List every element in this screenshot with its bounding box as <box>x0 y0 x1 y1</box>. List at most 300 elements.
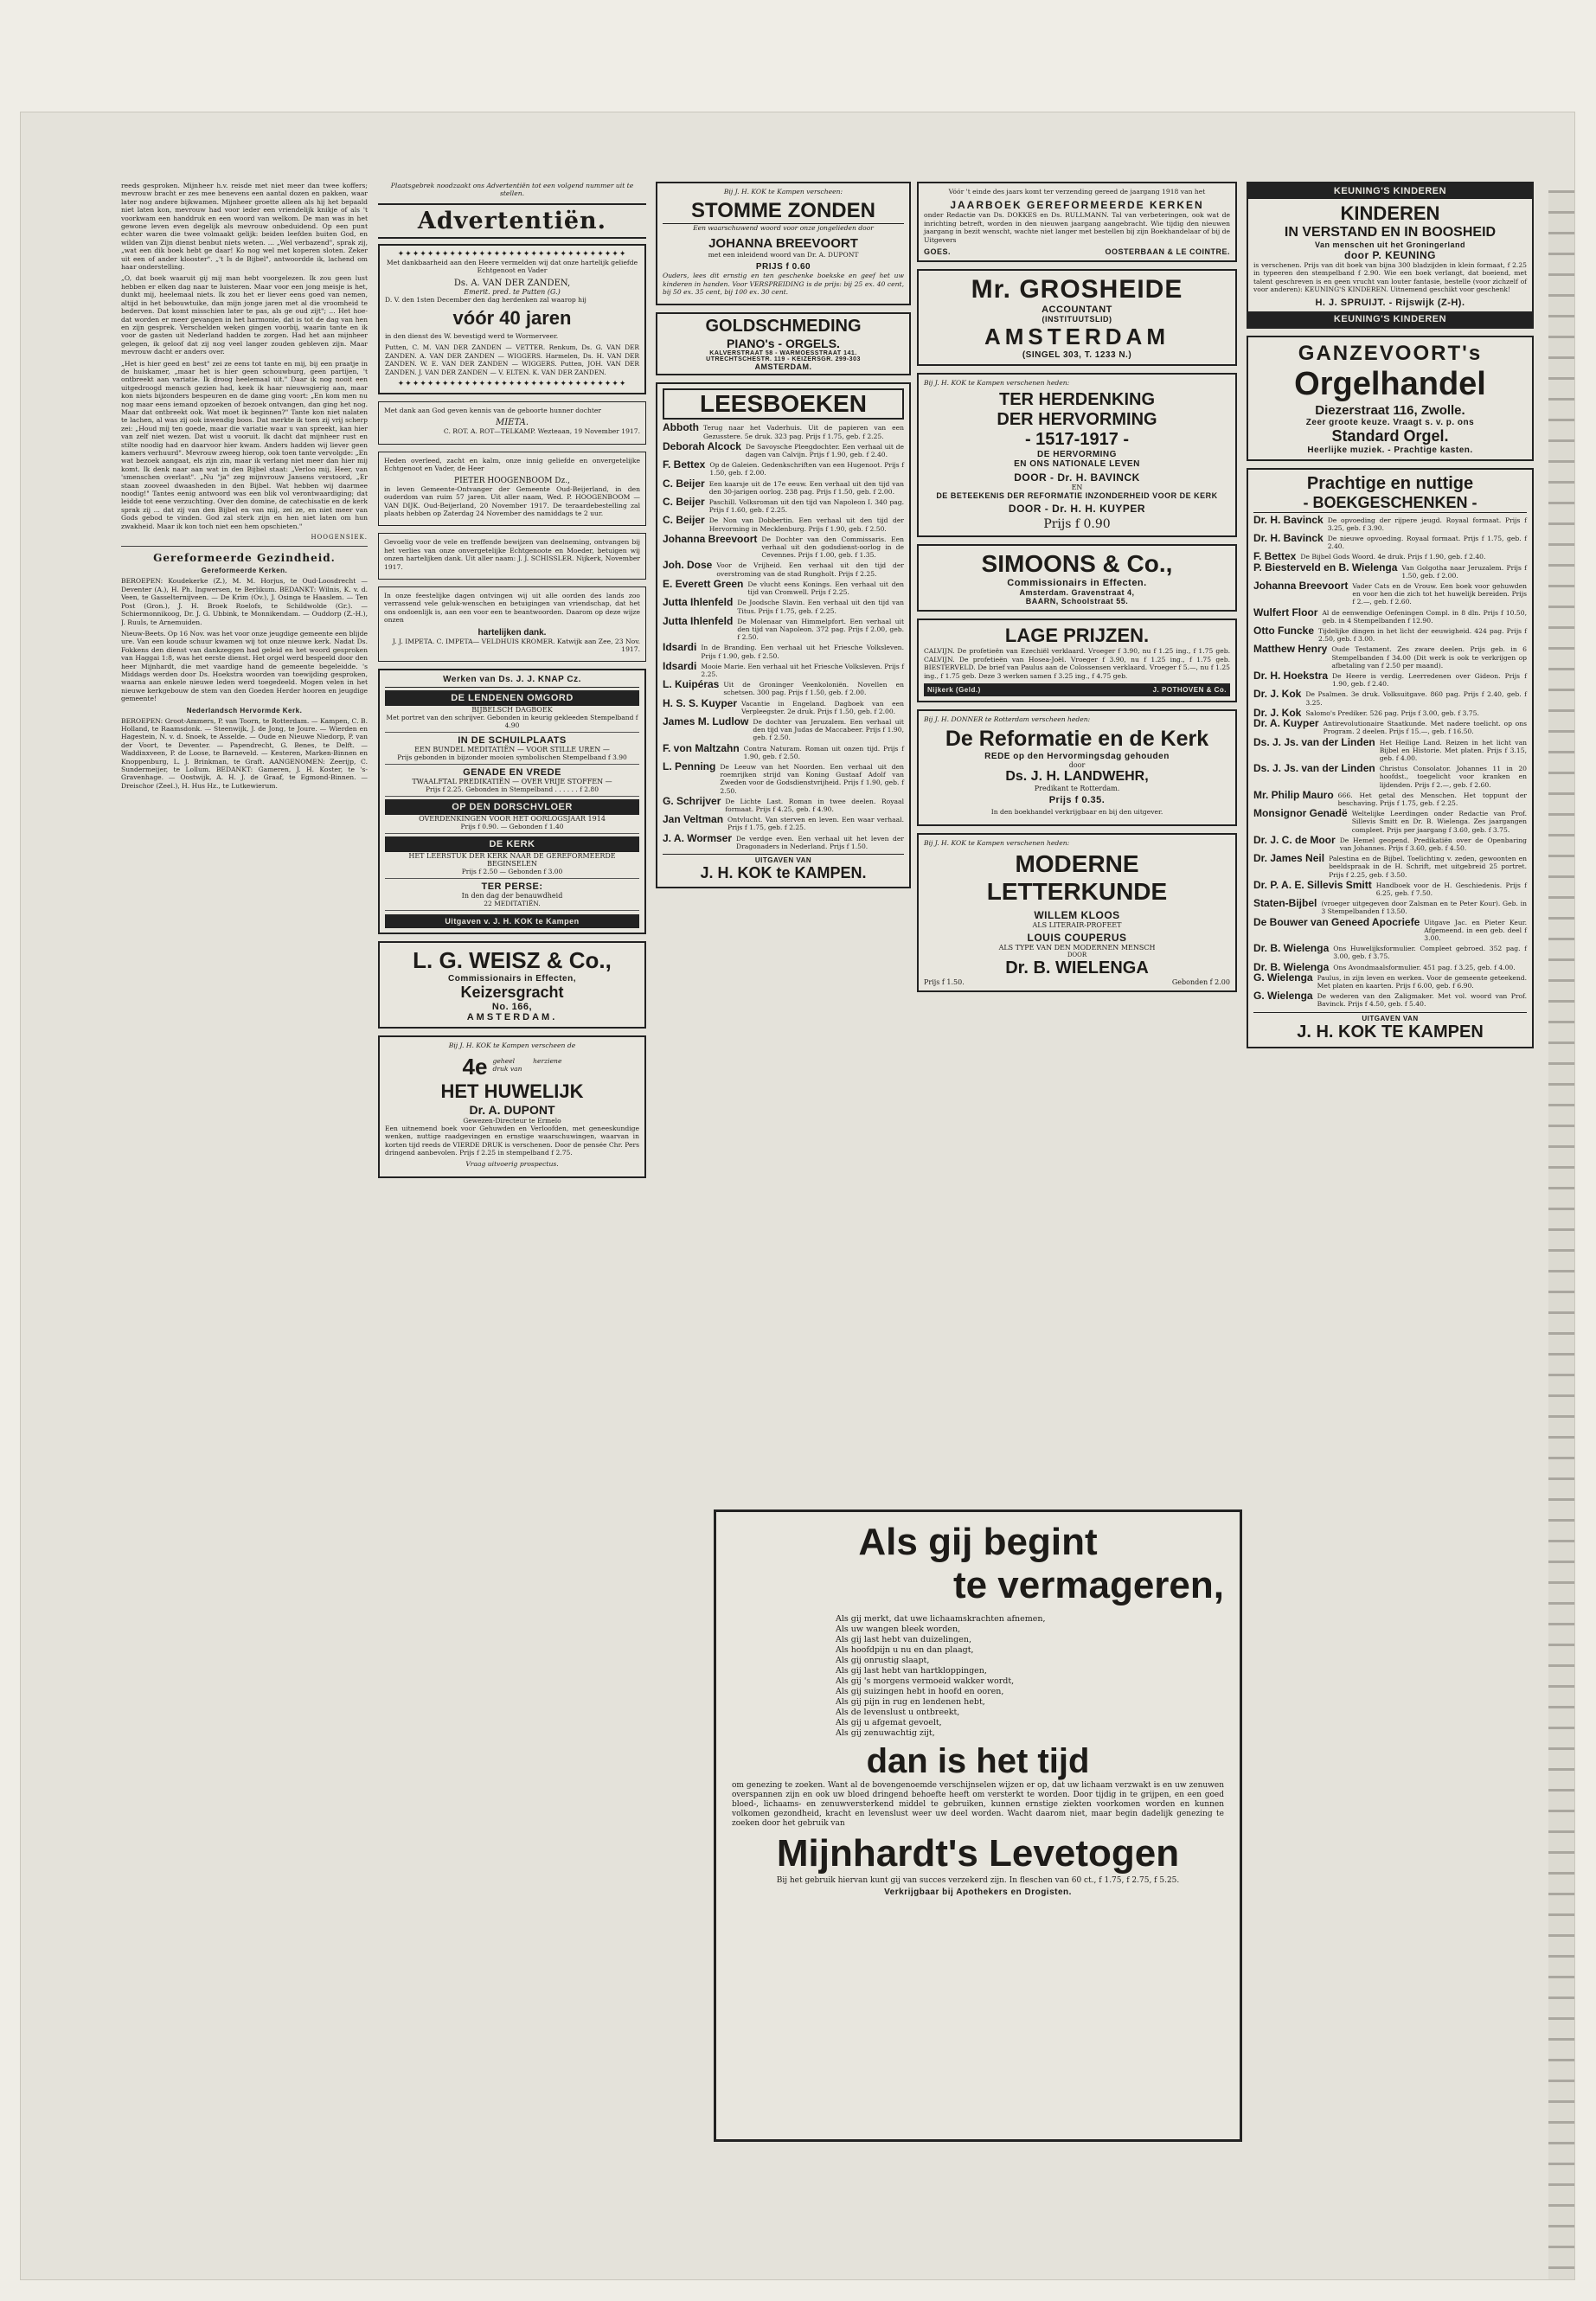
ad-text: met een inleidend woord van Dr. A. DUPONT <box>708 250 859 259</box>
book-list-item <box>663 641 904 660</box>
ad-years: vóór 40 jaren <box>452 307 572 330</box>
symptom-line: Als gij pijn in rug en lendenen hebt, <box>836 1697 985 1707</box>
book-author: Dr. B. Wielenga <box>1253 960 1330 973</box>
book-list-item <box>1253 717 1527 736</box>
book-author: Idsardi <box>663 659 697 672</box>
book-list-item <box>663 439 904 459</box>
book-description: De Dochter van den Commissaris. Een verhaal uit den godsdienst-oorlog in de Cevennes. Prijs f 1.00, geb. f 1.35. <box>761 535 904 560</box>
ganzevoort-ad <box>1247 336 1534 461</box>
book-author: James M. Ludlow <box>663 715 749 727</box>
book-description: Mooie Marie. Een verhaal uit het Friesche Volksleven. Prijs f 2.25. <box>701 662 904 678</box>
book-author: Ds. J. Js. van der Linden <box>1253 762 1375 775</box>
column-4 <box>917 182 1237 1497</box>
ad-role: Gewezen-Directeur te Ermelo <box>463 1116 561 1125</box>
book-list-item <box>1253 561 1527 580</box>
book-author: Dr. B. Wielenga <box>1253 942 1330 955</box>
ad-edition-note: geheel herziene druk van <box>492 1056 562 1074</box>
ad-footer: Bij het gebruik hiervan kunt gij van succes verzekerd zijn. In fleschen van 60 ct., f 1.75, f 2.75, f 5.25. <box>776 1876 1180 1885</box>
book-author: Johanna Breevoort <box>663 532 758 545</box>
column-5 <box>1247 182 1534 2163</box>
book-list-item <box>1253 582 1527 606</box>
boekgeschenken-ad <box>1247 468 1534 1048</box>
book-author: F. Bettex <box>663 458 706 471</box>
book-list-item <box>1253 942 1527 961</box>
story-text: „Het is hier geed en best" zei ze eens tot tante en mij, bij een praatje in de huiskamer, „maar het is hier geen schouwburg, geen partijen, 't ontbreekt aan variatie. Ik droog heelemaal uit." Daar ik nog nooit een uitgedroogd mensch gezien had, keek ik haar nieuwsgierig aan, maar kon niets bijzonders bespeuren en de dame ging voort: „En kom men nu nog maar eens iemand opzoeken of bezoek ontvangen, dan ging het nog. Maar dat ontbreekt ook. Wat moet ik beginnen?" Tante kon niet nalaten te lachen, al was zij ook inwendig boos. Dat merkte ik toen zij vrij scherp zei: „Houd mij ten goede, maar die variatie waar u van spreekt, kan hier van zelf niet wezen. Dat wist u vooruit. Ik dacht dat mijnheer rust en stilte noodig had en daarvoor hier kwam. Anders hadden wij liever geen kamers verhuurd". Mevrouw zweeg hierop, ook toen tante vervolgde: „En wat bezoek aangaat, els zijn zin, maar ik verlang niet meer dan hier mij komt. Ik denk naar aan wat in den Bijbel staat: „Verloo mij, Heer, van 'smenschen overlast". „Nu "ja" zeg mijnvrouw Jansens verstoord, „Er staan zooveel dwaasheden in den Bijbel. Wat hebben wij daarmee noodig!" Tantes eenig antwoord was een blik vol verontwaardiging; dat leidde tot eene verzuchting. Over den domine, de catechisatie en de kerk sprak zij ... dat zij van den Bijbel en van mij, zei ze, en niet meer van Gods gebod te vinden. God zal sterk zijn en hen niet laten om hun zwakheid. Maar ik kon toch niet een hem opschieten." <box>121 359 368 530</box>
death-ad <box>378 452 646 526</box>
book-author: Wulfert Floor <box>1253 606 1318 619</box>
book-description: De Savoysche Pleegdochter. Een verhaal uit de dagen van Calvijn. Prijs f 1.90, geb. f 2.40. <box>745 442 904 459</box>
book-author: Jutta Ihlenfeld <box>663 614 734 627</box>
book-author: E. Everett Green <box>663 577 744 590</box>
knap-items <box>385 688 639 911</box>
book-author: Johanna Breevoort <box>1253 580 1349 593</box>
book-description: Handboek voor de H. Geschiedenis. Prijs f 6.25, geb. f 7.50. <box>1375 881 1527 897</box>
ad-title: De Reformatie en de Kerk <box>945 727 1209 752</box>
ad-text: Met dankbaarheid aan den Heere vermelden wij dat onze hartelijk geliefde Echtgenoot en Vader <box>386 258 638 275</box>
ad-text: om genezing te zoeken. Want al de bovengenoemde verschijnselen wijzen er op, dat uw lichaam verzwakt is en uw zenuwen overspannen zijn en ook uw bloed dringend behoefte heeft om versterkt te worden. Door tijdig in te grijpen, en een goed bloed-, lichaams- en zenuwversterkend middel te gebruiken, kunnen ernstige ziekten voorkomen worden en kunnen volkomen gezondheid, kracht en levenslust weer uw deel worden. Wacht daarom niet, maar begin dadelijk genezing te zoeken door het gebruik van <box>732 1781 1224 1828</box>
book-list-item <box>663 831 904 850</box>
ad-text: Zeer groote keuze. Vraagt s. v. p. ons <box>1305 417 1475 427</box>
book-author: F. Bettex <box>1253 550 1297 563</box>
book-list-item <box>663 813 904 832</box>
symptom-line: Als hoofdpijn u nu en dan plaagt, <box>836 1645 974 1655</box>
ad-family: Putten, C. M. VAN DER ZANDEN — VETTER. Renkum, Ds. G. VAN DER ZANDEN. A. VAN DER ZANDEN — WIGGERS. Harmelen, Ds. H. VAN DER ZANDEN. W. E. VAN DER ZANDEN — WIGGERS. Putten, JOH. VAN DER ZANDEN. J. VAN DER ZANDEN — V. ELTEN. K. VAN DER ZANDEN. <box>385 343 639 376</box>
book-author: Deborah Alcock <box>663 439 741 452</box>
book-list-item <box>663 577 904 597</box>
book-description: Paulus, in zijn leven en werken. Voor de gemeente geteekend. Met platen en kaarten. Prijs f 6.00, geb. f 6.90. <box>1317 973 1527 990</box>
book-list-item <box>1253 706 1527 719</box>
ad-author: Dr. B. WIELENGA <box>1005 958 1149 978</box>
book-list <box>1253 513 1527 1009</box>
ad-price: Gebonden f 2.00 <box>1171 978 1230 987</box>
grosheide-ad <box>917 269 1237 366</box>
book-description: De vlucht eens Konings. Een verhaal uit den tijd van Cromwell. Prijs f 2.25. <box>747 580 904 597</box>
ad-text: Ouders, lees dit ernstig en ten geschenke boekske en geef het uw kinderen in handen. Voor VERSPREIDING is de prijs: bij 25 ex. 40 cent, bij 50 ex. 35 cent, bij 100 ex. 30 cent. <box>663 272 904 297</box>
symptom-line: Als gij 's morgens vermoeid wakker wordt, <box>836 1676 1015 1686</box>
weisz-ad <box>378 941 646 1029</box>
ad-title: Prachtige en nuttige <box>1306 473 1474 493</box>
ad-title: Werken van Ds. J. J. KNAP Cz. <box>385 675 639 688</box>
ad-address: Amsterdam. Gravenstraat 4, <box>1019 588 1135 598</box>
symptom-line: Als gij zenuwachtig zijt, <box>836 1728 935 1738</box>
ad-head: Bij J. H. KOK te Kampen verschenen heden: <box>924 838 1070 847</box>
section-text: BEROEPEN: Koudekerke (Z.), M. M. Horjus, te Oud-Loosdrecht — Deventer (A.), H. Ph. Ingwersen, te Berlikum. BEDANKT: Wilnis, K. v. d. Veen, te Gasselternijveen. — De Krim (Ov.), J. Osinga te Haaslem. — Ten Post (Gron.), J. H. Broek Roelofs, te Schildwolde (Gr.). — Schiermonnikoog, Dr. J. G. Ubbink, te Monnikendam. — Ouddorp (Z.-H.), J. Ruuls, te Arnemuiden. <box>121 577 368 626</box>
book-list-item <box>663 741 904 760</box>
book-list-item <box>1253 971 1527 990</box>
ad-text: Gevoelig voor de vele en treffende bewijzen van deelneming, ontvangen bij het verlies van onze onvergetelijke Echtgenoote en Moeder, betuigen wij onzen hartelijken dank. Uit aller naam: J. J. SCHISSLER. Nijkerk, November 1917. <box>384 538 640 571</box>
book-description: Uitgave Jac. en Pieter Keur. Afgemeend. in een geb. deel f 3.00. <box>1424 918 1527 942</box>
book-description: Ons Avondmaalsformulier. 451 pag. f 3.25, geb. f 4.00. <box>1333 963 1516 971</box>
ad-title: IN VERSTAND EN IN BOOSHEID <box>1284 225 1497 240</box>
book-description: De wederen van den Zaligmaker. Met vol. woord van Prof. Bavinck. Prijs f 4.50, geb. f 5.40. <box>1317 992 1527 1009</box>
book-list-item <box>1253 833 1527 852</box>
ad-title: GOLDSCHMEDING <box>705 317 862 336</box>
star-border-icon: ✦✦✦✦✦✦✦✦✦✦✦✦✦✦✦✦✦✦✦✦✦✦✦✦✦✦✦✦✦✦✦ <box>397 249 627 259</box>
book-list-item <box>663 477 904 496</box>
ad-title: te vermageren, <box>952 1564 1224 1606</box>
knap-item <box>385 834 639 879</box>
ad-text: in leven Gemeente-Ontvanger der Gemeente Oud-Beijerland, in den ouderdom van ruim 57 jaren. Uit aller naam, Wed. P. HOOGENBOOM — VAN DIJK. Oud-Beijerland, 20 November 1917. De teraardebestelling zal plaats hebben op Zaterdag 24 November des namiddags te 2 uur. <box>384 484 640 517</box>
book-description: Oude Testament. Zes zware deelen. Prijs geb. in 6 Stempelbanden f 34.00 (Dit werk is ook te verkrijgen op afbetaling van f 2.50 per maand). <box>1331 645 1527 670</box>
book-description: De Joodsche Slavin. Een verhaal uit den tijd van Titus. Prijs f 1.75, geb. f 2.25. <box>737 599 904 615</box>
book-description: (vroeger uitgegeven door Zalsman en te Peter Kour). Geb. in 3 Stempelbanden f 13.50. <box>1321 900 1527 916</box>
book-author: Dr. H. Hoekstra <box>1253 670 1329 683</box>
book-description: Voor de Vrijheid. Een verhaal uit den tijd der overstroming van de stad Rungholt. Prijs f 2.25. <box>716 561 904 578</box>
ad-city: AMSTERDAM <box>984 324 1170 350</box>
ad-slogan: dan is het tijd <box>866 1742 1090 1780</box>
book-list-item <box>663 659 904 678</box>
section-heading: Gereformeerde Gezindheid. <box>153 552 336 565</box>
book-list-item <box>1253 550 1527 563</box>
book-author: J. A. Wormser <box>663 831 733 844</box>
ad-sub: Van menschen uit het Groningerland <box>1314 240 1466 249</box>
ad-sub: LOUIS COUPERUS <box>1027 932 1127 945</box>
moderne-letterkunde-ad <box>917 833 1237 992</box>
ad-name: SIMOONS & Co., <box>981 550 1173 578</box>
symptom-line: Als gij u afgemat gevoelt, <box>836 1718 942 1727</box>
ad-publisher-city: GOES. <box>924 247 952 257</box>
book-list-item <box>1253 915 1527 943</box>
section-subheading: Nederlandsch Hervormde Kerk. <box>186 706 303 715</box>
book-author: Staten-Bijbel <box>1253 897 1317 910</box>
ad-footer: J. H. KOK TE KAMPEN <box>1297 1022 1484 1042</box>
ad-title: DER HERVORMING <box>997 410 1157 430</box>
book-list-item <box>663 614 904 642</box>
ad-footer: Vraag uitvoerig prospectus. <box>465 1160 559 1169</box>
book-author: Dr. James Neil <box>1253 852 1325 865</box>
book-description: De Non van Dobbertin. Een verhaal uit den tijd der Hervorming in Mecklenburg. Prijs f 1.90, geb. f 2.50. <box>708 516 904 533</box>
book-description: Op de Galeien. Gedenkschriften van een Hugenoot. Prijs f 1.50, geb. f 2.00. <box>709 461 904 478</box>
star-border-icon: ✦✦✦✦✦✦✦✦✦✦✦✦✦✦✦✦✦✦✦✦✦✦✦✦✦✦✦✦✦✦✦ <box>397 380 627 389</box>
symptom-line: Als gij last hebt van hartkloppingen, <box>836 1666 987 1676</box>
leesboeken-ad <box>656 382 911 888</box>
book-author: C. Beijer <box>663 477 705 490</box>
symptom-line: Als gij last hebt van duizelingen, <box>836 1635 972 1644</box>
knap-item-sub: In den dag der benauwdheid <box>461 892 563 901</box>
book-description: Salomo's Prediker. 526 pag. Prijs f 3.00, geb. f 3.75. <box>1305 708 1479 717</box>
ad-head: Bij J. H. KOK te Kampen verscheen de <box>448 1042 576 1050</box>
book-description: In de Branding. Een verhaal uit het Friesche Volksleven. Prijs f 1.90, geb. f 2.50. <box>701 644 904 660</box>
knap-item-title: GENADE EN VREDE <box>463 767 561 779</box>
book-list-item <box>1253 960 1527 973</box>
ad-inst: (INSTITUUTSLID) <box>1042 315 1112 324</box>
ad-sub: WILLEM KLOOS <box>1034 909 1120 922</box>
book-list-item <box>1253 762 1527 789</box>
ad-sub: DE HERVORMING <box>1037 450 1117 460</box>
ad-sub: Commissionairs in Effecten. <box>1007 578 1147 589</box>
ad-role: Predikant te Rotterdam. <box>1034 785 1120 793</box>
knap-item-title: DE LENDENEN OMGORD <box>385 690 639 706</box>
ad-text: is verschenen. Prijs van dit boek van bijna 300 bladzijden in klein formaat, f 2.25 in typeeren den stempelband f 2.90. Wie een boek verlangt, dat boeiend, met talent geschreven is en geen vrucht van louter fantasie, bestelle (voor zichzelf of voor anderen): KEUNING'S KINDEREN. Uitnemend geschikt voor geschenk! <box>1253 261 1527 294</box>
ad-footer: UITGAVEN VAN <box>1253 1012 1527 1022</box>
knap-item-detail: Met portret van den schrijver. Gebonden in keurig gekleeden Stempelband f 4.90 <box>386 714 638 730</box>
ad-publisher-city: Nijkerk (Geld.) <box>927 686 981 695</box>
knap-item-sub: OVERDENKINGEN VOOR HET OORLOGSJAAR 1914 <box>419 815 606 824</box>
ad-text: Vóór 't einde des jaars komt ter verzending gereed de jaargang 1918 van het <box>948 188 1206 195</box>
ad-name: MIETA. <box>495 418 529 428</box>
book-list-item <box>1253 897 1527 916</box>
ad-thanks: hartelijken dank. <box>478 627 547 638</box>
book-description: Paschill. Volksroman uit den tijd van Napoleon I. 340 pag. Prijs f 1.60, geb. f 2.25. <box>708 498 904 515</box>
book-description: De Heere is verdig. Leerredenen over Gideon. Prijs f 1.90, geb. f 2.40. <box>1332 672 1527 689</box>
book-description: De Hemel geopend. Predikatiën over de Openbaring van Johannes. Prijs f 3.60, geb. f 4.50. <box>1339 836 1527 852</box>
ad-text: C. ROT. A. ROT—TELKAMP. Wezteaan, 19 November 1917. <box>443 427 640 436</box>
knap-item-title: OP DEN DORSCHVLOER <box>385 799 639 815</box>
ad-sub: Commissionairs in Effecten, <box>448 974 576 984</box>
ad-price: Prijs f 0.35. <box>1048 795 1106 806</box>
knap-item-title: TER PERSE: <box>481 881 543 893</box>
thanks-ad <box>378 533 646 580</box>
knap-item-sub: BIJBELSCH DAGBOEK <box>471 706 553 715</box>
adjacent-page-edge <box>1548 190 1574 2279</box>
book-description: De Molenaar van Himmelpfort. Een verhaal uit den tijd van Napoleon. 372 pag. Prijs f 2.00, geb. f 2.50. <box>737 617 904 642</box>
book-description: Tijdelijke dingen in het licht der eeuwigheid. 424 pag. Prijs f 2.50, geb. f 3.00. <box>1318 627 1527 644</box>
book-author: Dr. P. A. E. Sillevis Smitt <box>1253 878 1372 891</box>
book-list-item <box>1253 606 1527 625</box>
book-list-item <box>1253 672 1527 688</box>
book-list-item <box>1253 627 1527 643</box>
book-list-item <box>663 458 904 478</box>
section-text: Nieuw-Beets. Op 16 Nov. was het voor onze jeugdige gemeente een blijde ure. Van een koude schuur kwamen wij tot onze nieuwe kerk. Nadat Ds. Fokkens den dienst van dankzeggen had geleid en het woord gesproken van Haggai 1:8, was het eerste dienst. Het orgel werd bespeeld door den heer Mijnhardt, die met vaardige hand de gemeente begeleidde. 's Middags werden door Ds. Hoekstra woorden van toewijding gesproken, waarna aan enkele nieuwe leden werd toegedeeld. Mogen velen in het nieuwe kerkgebouw de stem van den Goeden Herder hooren en jeugdige gemeente! <box>121 629 368 703</box>
book-list-item <box>1253 992 1527 1008</box>
ad-by: DOOR <box>1067 952 1087 959</box>
story-signature: HOOGENSIEK. <box>311 534 368 542</box>
book-list-item <box>1253 690 1527 706</box>
ad-footer: UITGAVEN VAN <box>663 854 904 864</box>
book-description: Uit de Groninger Veenkoloniën. Novellen en schetsen. 300 pag. Prijs f 1.50, geb. f 2.00. <box>723 681 904 697</box>
book-list-item <box>1253 878 1527 897</box>
ad-years: - 1517-1917 - <box>1024 430 1130 450</box>
book-author: Jutta Ihlenfeld <box>663 596 734 609</box>
ad-sub: ALS TYPE VAN DEN MODERNEN MENSCH <box>998 944 1156 952</box>
book-list-item <box>663 498 904 514</box>
book-description: Vader Cats en de Vrouw. Een boek voor gehuwden en voor hen die zich tot het huwelijk bereiden. Prijs f 2.—, geb. f 2.60. <box>1352 582 1527 606</box>
book-author: Joh. Dose <box>663 559 713 572</box>
knap-item <box>385 797 639 834</box>
book-author: Dr. J. C. de Moor <box>1253 833 1336 846</box>
ad-publisher: OOSTERBAAN & LE COINTRE. <box>1105 247 1230 257</box>
ad-title: Orgelhandel <box>1294 365 1486 402</box>
knap-item <box>385 688 639 733</box>
symptom-line: Als gij suizingen hebt in hoofd en ooren, <box>836 1687 1004 1696</box>
ad-address: UTRECHTSCHESTR. 119 - KEIZERSGR. 299-303 <box>706 356 861 363</box>
symptom-line: Als uw wangen bleek worden, <box>836 1625 961 1634</box>
ad-head: Bij J. H. KOK te Kampen verschenen heden: <box>924 379 1070 388</box>
jubilee-ad <box>378 244 646 394</box>
ad-head: KEUNING'S KINDEREN <box>1248 183 1532 199</box>
book-author: H. S. S. Kuyper <box>663 696 738 709</box>
ad-head: Bij J. H. DONNER te Rotterdam verscheen heden: <box>924 715 1091 724</box>
ad-name: PIETER HOOGENBOOM Dz., <box>454 476 570 485</box>
book-list-item <box>1253 788 1527 807</box>
book-description: Palestina en de Bijbel. Toelichting v. zeden, gewoonten en beeldspraak in de H. Schrift, met uitgebreid 25 portret. Prijs f 2.25, geb. f 3.50. <box>1329 855 1527 879</box>
ad-text: CALVIJN. De profetieën van Ezechiël verklaard. Vroeger f 3.90, nu f 1.25 ing., f 1.75 geb. CALVIJN. De profetieën van Hosea-Joël. Vroeger f 3.90, nu f 1.25 ing., f 1.75 geb. BIESTERVELD. De brief van Paulus aan de Colossensen verklaard. Vroeger f 5.—, nu f 1.25 ing., f 1.75 geb. Deze 3 werken samen f 3.25 ing., f 4.75 geb. <box>924 647 1230 680</box>
knap-item-title: IN DE SCHUILPLAATS <box>458 735 567 747</box>
story-text: reeds gesproken. Mijnheer h.v. reisde met niet meer dan twee koffers; mevrouw bracht er zes mee benevens een aantal dozen en pakken, waar later nog andere bijkwamen. Mijnheer groette alleen als hij het bepaald niet laten kon, mevrouw had voor ieder een vriendelijk knikje of als 't voorkwam een handdruk en een woord van welkom. De man was in het gewone leven even degelijk als mevrouw onbeduidend. Op een punt echter waren die twee volmaakt gelijk: beiden leefden buiten God, en wilden van Zijn dienst benbut niets weten. ... „Wel verbazend", sprak zij, „wat een dik boek hebt ge daar! Ko nog wel met koperen sloten. Zeker uit een of ander klooster". „'t Is de Bijbel", antwoordde ik, lachend om haar onderstelling. <box>121 182 368 272</box>
book-author: Idsardi <box>663 641 697 654</box>
section-text: BEROEPEN: Groot-Ammers, P. van Toorn, te Rotterdam. — Kampen, C. B. Holland, te Raamsdonk. — Steenwijk, J. de Jong, te Joure. — Wierden en Hagestein, N. v. d. Snoek, te Asselde. — Oude en Nieuwe Niedorp, P. van der Voort, te Deventer. — Papendrecht, G. Benes, te Delft. — Waddinxveen, P. de Loose, te Barneveld. — Kesteren, Marken-Binnen en Knoppenburg, L. J. Brinkman, te Graft. AANGENOMEN: Zeerijp, C. Sundermeijer, te Lollum. BEDANKT: Gameren, J. H. Koster, te 's-Gravenhage. — Oostwijk, A. H. J. de Graaf, te Egmond-Binnen. — Dreischor (Zeel.), H. Hus Hz., te Lutkewierum. <box>121 716 368 790</box>
symptom-line: Als gij onrustig slaapt, <box>836 1656 930 1665</box>
header-note: Plaatsgebrek noodzaakt ons Advertentiën tot een volgend nummer uit te stellen. <box>390 182 634 198</box>
book-author: L. Penning <box>663 760 716 772</box>
ad-text: Heerlijke muziek. - Prachtige kasten. <box>1307 445 1473 455</box>
book-list-item <box>1253 735 1527 763</box>
ad-product: Mijnhardt's Levetogen <box>776 1832 1180 1875</box>
book-description: De Bijbel Gods Woord. 4e druk. Prijs f 1.90, geb. f 2.40. <box>1300 553 1486 561</box>
book-list-item <box>663 596 904 615</box>
book-list-item <box>663 532 904 560</box>
book-description: 666. Het getal des Menschen. Het toppunt der beschaving. Prijs f 1.75, geb. f 2.25. <box>1337 791 1527 807</box>
book-author: C. Beijer <box>663 496 705 509</box>
keuning-ad <box>1247 182 1534 329</box>
ad-title: HET HUWELIJK <box>440 1080 584 1102</box>
book-author: P. Biesterveld en B. Wielenga <box>1253 561 1398 574</box>
book-description: De Psalmen. 3e druk. Volksuitgave. 860 pag. Prijs f 2.40, geb. f 3.25. <box>1305 690 1527 707</box>
book-description: De opvoeding der rijpere jeugd. Royaal formaat. Prijs f 3.25, geb. f 3.90. <box>1327 516 1527 532</box>
column-1 <box>121 182 368 2163</box>
ad-title: TER HERDENKING <box>998 390 1155 410</box>
ad-title: LETTERKUNDE <box>986 878 1168 906</box>
ad-sub: EN ONS NATIONALE LEVEN <box>1014 459 1140 470</box>
ad-author: DOOR - Dr. H. H. KUYPER <box>1008 503 1146 516</box>
ad-conjunction: EN <box>1071 484 1083 492</box>
book-author: Dr. J. Kok <box>1253 706 1302 719</box>
divider <box>121 546 368 547</box>
ad-text: Standard Orgel. <box>1331 426 1449 445</box>
ad-text: in den dienst des W. bevestigd werd te Wormerveer. <box>385 332 559 341</box>
book-list-item <box>1253 532 1527 551</box>
ad-sub: DE BETEEKENIS DER REFORMATIE INZONDERHEID VOOR DE KERK <box>936 491 1218 501</box>
book-author: Dr. J. Kok <box>1253 688 1302 701</box>
book-list-item <box>1253 807 1527 834</box>
symptom-line: Als gij merkt, dat uwe lichaamskrachten afnemen, <box>836 1614 1046 1624</box>
ad-text: Met dank aan God geven kennis van de geboorte hunner dochter <box>384 407 602 415</box>
book-description: Contra Naturam. Roman uit onzen tijd. Prijs f 1.90, geb. f 2.50. <box>743 744 904 760</box>
book-author: Mr. Philip Mauro <box>1253 788 1334 801</box>
knap-item-detail: Prijs gebonden in bijzonder mooien symbolischen Stempelband f 3.90 <box>397 753 627 762</box>
ad-author: Dr. A. DUPONT <box>469 1102 555 1117</box>
knap-item-title: DE KERK <box>385 836 639 852</box>
book-author: L. Kuipéras <box>663 678 720 691</box>
book-description: Terug naar het Vaderhuis. Uit de papieren van een Gezusstere. 5e druk. 323 pag. Prijs f 1.75, geb. f 2.25. <box>702 424 904 440</box>
ad-name: Mr. GROSHEIDE <box>971 275 1183 304</box>
ad-price: Prijs f 0.90 <box>1043 517 1111 532</box>
advertisements-heading: Advertentiën. <box>378 203 646 239</box>
knap-item <box>385 765 639 797</box>
book-description: Antirevolutionaire Staatkunde. Met nadere toelicht. op ons Program. 2 deelen. Prijs f 15.—, geb. f 16.50. <box>1323 720 1527 736</box>
book-description: Het Heilige Land. Reizen in het licht van Bijbel en Historie. Met platen. Prijs f 3.15, geb. f 4.00. <box>1379 738 1527 762</box>
ad-name: L. G. WEISZ & Co., <box>413 947 612 974</box>
book-author: Jan Veltman <box>663 813 724 826</box>
ad-address: Diezerstraat 116, Zwolle. <box>1315 402 1465 418</box>
ad-sub: PIANO's - ORGELS. <box>727 336 840 351</box>
ad-footer: KEUNING'S KINDEREN <box>1248 311 1532 327</box>
book-list-item <box>663 794 904 813</box>
ad-author: DOOR - Dr. H. BAVINCK <box>1014 471 1140 484</box>
book-author: F. von Maltzahn <box>663 741 740 754</box>
book-description: De verdge even. Een verhaal uit het leven der Dragonaders in Nederland. Prijs f 1.50. <box>736 834 904 850</box>
book-description: Vacantie in Engeland. Dagboek van een Verpleegster. 2e druk. Prijs f 1.50, geb. f 2.00. <box>741 699 904 715</box>
ad-publisher: J. POTHOVEN & Co. <box>1152 686 1227 695</box>
ad-title: LAGE PRIJZEN. <box>1004 625 1150 647</box>
book-author: Abboth <box>663 421 699 434</box>
jaarboek-ad <box>917 182 1237 262</box>
herdenking-ad <box>917 373 1237 537</box>
ad-title: MODERNE <box>1015 850 1139 878</box>
ad-sub: Een waarschuwend woord voor onze jongelieden door <box>693 224 874 233</box>
book-description: De nieuwe opvoeding. Royaal formaat. Prijs f 1.75, geb. f 2.40. <box>1327 535 1527 551</box>
knap-item-detail: Prijs f 2.50 — Gebonden f 3.00 <box>461 868 563 876</box>
ad-text: In onze feestelijke dagen ontvingen wij uit alle oorden des lands zoo verrassend vele geluk-wenschen en betuigingen van vriendschap, dat het ons ondoenlijk is, aan een voor een te beantwoorden. Daarom op deze wijze onzen <box>384 591 640 625</box>
ad-text: J. J. IMPETA. C. IMPETA— VELDHUIS KROMER. Katwijk aan Zee, 23 Nov. 1917. <box>392 637 640 653</box>
book-author: Dr. A. Kuyper <box>1253 717 1319 730</box>
book-description: Ons Huwelijksformulier. Compleet gebroed. 352 pag. f 3.00, geb. f 3.75. <box>1333 945 1527 961</box>
book-author: Dr. H. Bavinck <box>1253 513 1324 526</box>
ad-edition: 4e <box>462 1053 488 1080</box>
ad-address: (SINGEL 303, T. 1233 N.) <box>1022 350 1132 361</box>
book-list-item <box>663 696 904 715</box>
book-author: De Bouwer van Geneed Apocriefe <box>1253 915 1420 928</box>
ad-sub: ALS LITERAIR-PROFEET <box>1032 921 1122 930</box>
birth-ad <box>378 401 646 445</box>
book-author: Ds. J. Js. van der Linden <box>1253 735 1375 748</box>
book-list-item <box>663 760 904 795</box>
ad-title: Als gij begint <box>858 1521 1098 1563</box>
book-list-item <box>1253 513 1527 532</box>
reformatie-ad <box>917 709 1237 826</box>
ad-text: Een uitnemend boek voor Gehuwden en Verloofden, met geneeskundige wenken, nuttige raadgevingen en ernstige waarschuwingen, waarvan in korten tijd reeds de VIERDE DRUK is verschenen. Door de pensée Chr. Pers dringend aanbevolen. Prijs f 2.25 in stempelband f 2.75. <box>385 1124 639 1157</box>
book-description: Al de eenwendige Oefeningen Compl. in 8 dln. Prijs f 10.50, geb. in 4 Stempelbanden f 12.90. <box>1322 608 1527 625</box>
ad-address: KALVERSTRAAT 58 - WARMOESSTRAAT 141. <box>709 350 857 357</box>
stomme-zonden-ad <box>656 182 911 305</box>
ad-footer: Verkrijgbaar bij Apothekers en Drogisten. <box>884 1888 1072 1898</box>
huwelijk-ad <box>378 1035 646 1177</box>
book-description: De Leeuw van het Noorden. Een verhaal uit den roemrijken strijd van Koning Gustaaf Adolf van Zweden voor de Godsdienstvrijheid. Prijs f 1.90, geb. f 2.50. <box>720 762 904 795</box>
goldschmeding-ad <box>656 312 911 375</box>
ad-text: Heden overleed, zacht en kalm, onze innig geliefde en onvergetelijke Echtgenoot en Vader, de Heer <box>384 456 640 473</box>
ad-number: No. 166, <box>491 1002 533 1013</box>
ad-author: door P. KEUNING <box>1344 249 1436 261</box>
knap-item-detail: 22 MEDITATIËN. <box>484 900 541 908</box>
ad-city: AMSTERDAM. <box>754 362 812 372</box>
book-description: Ontvlucht. Van sterven en leven. Een waar verhaal. Prijs f 1.75, geb. f 2.25. <box>727 816 904 832</box>
book-list-item <box>663 421 904 440</box>
ad-footer: In den boekhandel verkrijgbaar en bij den uitgever. <box>990 808 1163 817</box>
ad-street: Keizersgracht <box>460 984 564 1002</box>
knap-item-sub: TWAALFTAL PREDIKATIËN — OVER VRIJE STOFFEN — <box>412 778 612 786</box>
book-list <box>663 421 904 850</box>
book-list-item <box>663 516 904 532</box>
book-description: Christus Consolator. Johannes 11 in 20 hoofdst., toegelicht voor kranken en lijdenden. Prijs f 2.—, geb. f 2.60. <box>1379 765 1527 789</box>
ad-text: onder Redactie van Ds. DOKKES en Ds. RULLMANN. Tal van verbeteringen, ook wat de inrichting betreft, worden in den nieuwen jaargang aangebracht. Wie tijdig den nieuwen jaargang in bezit wenscht, wachte niet langer met bestellen bij zijn Boekhandelaar of bij de Uitgevers <box>924 211 1230 244</box>
knap-works-ad <box>378 669 646 934</box>
knap-item-sub: EEN BUNDEL MEDITATIËN — VOOR STILLE UREN — <box>414 746 610 754</box>
book-list-item <box>663 561 904 577</box>
book-list-item <box>663 715 904 742</box>
ad-title: JAARBOEK GEREFORMEERDE KERKEN <box>950 199 1204 212</box>
symptom-line: Als de levenslust u ontbreekt, <box>836 1708 960 1717</box>
ad-address: BAARN, Schoolstraat 55. <box>1025 597 1129 606</box>
column-2 <box>378 182 646 2163</box>
book-author: C. Beijer <box>663 514 705 527</box>
book-list-item <box>1253 852 1527 879</box>
knap-item-detail: Prijs f 0.90. — Gebonden f 1.40 <box>460 823 564 831</box>
knap-item-detail: Prijs f 2.25. Gebonden in Stempelband . . . . . . f 2.80 <box>426 785 599 794</box>
book-author: Matthew Henry <box>1253 643 1328 656</box>
ad-head: Bij J. H. KOK te Kampen verscheen: <box>723 188 843 195</box>
ad-title: KINDEREN <box>1340 202 1440 224</box>
section-subheading: Gereformeerde Kerken. <box>201 567 288 575</box>
